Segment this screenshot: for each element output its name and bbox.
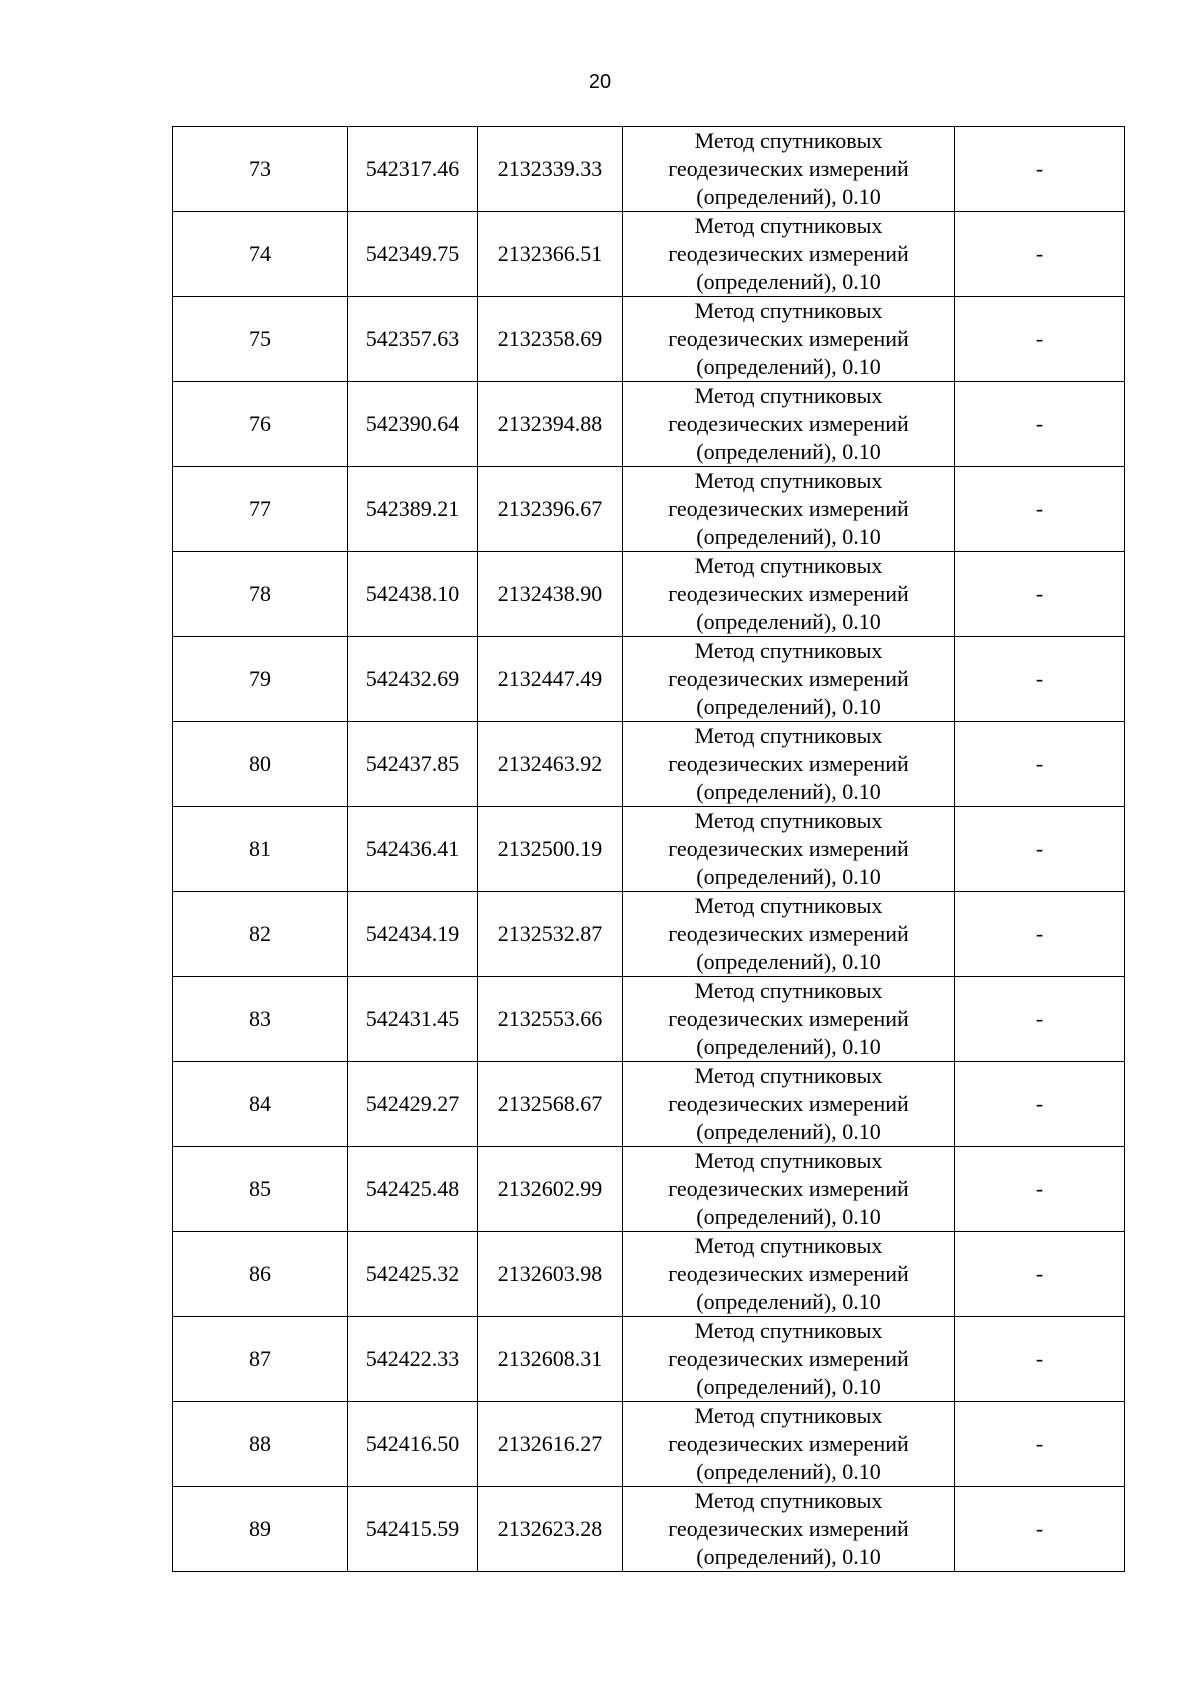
note-cell: - bbox=[955, 382, 1125, 467]
x-coordinate-cell: 542357.63 bbox=[348, 297, 478, 382]
table-row bbox=[173, 1317, 1125, 1402]
x-coordinate-cell: 542415.59 bbox=[348, 1487, 478, 1572]
method-cell: Метод спутниковых геодезических измерений (определений), 0.10 bbox=[623, 1232, 955, 1317]
table-row bbox=[173, 1062, 1125, 1147]
y-coordinate-cell: 2132366.51 bbox=[478, 212, 623, 297]
note-cell: - bbox=[955, 1402, 1125, 1487]
point-number-cell: 81 bbox=[173, 807, 348, 892]
table-row bbox=[173, 977, 1125, 1062]
note-cell: - bbox=[955, 552, 1125, 637]
y-coordinate-cell: 2132358.69 bbox=[478, 297, 623, 382]
x-coordinate-cell: 542431.45 bbox=[348, 977, 478, 1062]
y-coordinate-cell: 2132339.33 bbox=[478, 127, 623, 212]
note-cell: - bbox=[955, 297, 1125, 382]
note-cell: - bbox=[955, 467, 1125, 552]
y-coordinate-cell: 2132447.49 bbox=[478, 637, 623, 722]
method-cell: Метод спутниковых геодезических измерений (определений), 0.10 bbox=[623, 807, 955, 892]
coordinates-table bbox=[172, 126, 1125, 1572]
method-cell: Метод спутниковых геодезических измерений (определений), 0.10 bbox=[623, 382, 955, 467]
x-coordinate-cell: 542389.21 bbox=[348, 467, 478, 552]
x-coordinate-cell: 542422.33 bbox=[348, 1317, 478, 1402]
method-cell: Метод спутниковых геодезических измерений (определений), 0.10 bbox=[623, 722, 955, 807]
point-number-cell: 73 bbox=[173, 127, 348, 212]
x-coordinate-cell: 542436.41 bbox=[348, 807, 478, 892]
point-number-cell: 79 bbox=[173, 637, 348, 722]
point-number-cell: 86 bbox=[173, 1232, 348, 1317]
y-coordinate-cell: 2132532.87 bbox=[478, 892, 623, 977]
point-number-cell: 77 bbox=[173, 467, 348, 552]
y-coordinate-cell: 2132602.99 bbox=[478, 1147, 623, 1232]
table-row bbox=[173, 212, 1125, 297]
x-coordinate-cell: 542349.75 bbox=[348, 212, 478, 297]
table-row bbox=[173, 1487, 1125, 1572]
y-coordinate-cell: 2132568.67 bbox=[478, 1062, 623, 1147]
y-coordinate-cell: 2132396.67 bbox=[478, 467, 623, 552]
point-number-cell: 83 bbox=[173, 977, 348, 1062]
note-cell: - bbox=[955, 1147, 1125, 1232]
point-number-cell: 84 bbox=[173, 1062, 348, 1147]
point-number-cell: 88 bbox=[173, 1402, 348, 1487]
x-coordinate-cell: 542425.32 bbox=[348, 1232, 478, 1317]
x-coordinate-cell: 542434.19 bbox=[348, 892, 478, 977]
x-coordinate-cell: 542438.10 bbox=[348, 552, 478, 637]
note-cell: - bbox=[955, 892, 1125, 977]
point-number-cell: 80 bbox=[173, 722, 348, 807]
note-cell: - bbox=[955, 637, 1125, 722]
note-cell: - bbox=[955, 807, 1125, 892]
y-coordinate-cell: 2132394.88 bbox=[478, 382, 623, 467]
y-coordinate-cell: 2132616.27 bbox=[478, 1402, 623, 1487]
x-coordinate-cell: 542416.50 bbox=[348, 1402, 478, 1487]
table-row bbox=[173, 722, 1125, 807]
point-number-cell: 76 bbox=[173, 382, 348, 467]
note-cell: - bbox=[955, 127, 1125, 212]
method-cell: Метод спутниковых геодезических измерений (определений), 0.10 bbox=[623, 1402, 955, 1487]
note-cell: - bbox=[955, 722, 1125, 807]
y-coordinate-cell: 2132608.31 bbox=[478, 1317, 623, 1402]
method-cell: Метод спутниковых геодезических измерений (определений), 0.10 bbox=[623, 1062, 955, 1147]
method-cell: Метод спутниковых геодезических измерений (определений), 0.10 bbox=[623, 297, 955, 382]
method-cell: Метод спутниковых геодезических измерений (определений), 0.10 bbox=[623, 637, 955, 722]
coordinates-table-body bbox=[173, 127, 1125, 1572]
table-row bbox=[173, 467, 1125, 552]
note-cell: - bbox=[955, 1317, 1125, 1402]
y-coordinate-cell: 2132623.28 bbox=[478, 1487, 623, 1572]
x-coordinate-cell: 542437.85 bbox=[348, 722, 478, 807]
table-row bbox=[173, 807, 1125, 892]
table-row bbox=[173, 1402, 1125, 1487]
x-coordinate-cell: 542317.46 bbox=[348, 127, 478, 212]
table-row bbox=[173, 1232, 1125, 1317]
y-coordinate-cell: 2132553.66 bbox=[478, 977, 623, 1062]
table-row bbox=[173, 637, 1125, 722]
y-coordinate-cell: 2132438.90 bbox=[478, 552, 623, 637]
point-number-cell: 78 bbox=[173, 552, 348, 637]
table-row bbox=[173, 552, 1125, 637]
x-coordinate-cell: 542429.27 bbox=[348, 1062, 478, 1147]
y-coordinate-cell: 2132463.92 bbox=[478, 722, 623, 807]
point-number-cell: 87 bbox=[173, 1317, 348, 1402]
table-row bbox=[173, 382, 1125, 467]
method-cell: Метод спутниковых геодезических измерений (определений), 0.10 bbox=[623, 977, 955, 1062]
method-cell: Метод спутниковых геодезических измерений (определений), 0.10 bbox=[623, 1317, 955, 1402]
point-number-cell: 89 bbox=[173, 1487, 348, 1572]
table-row bbox=[173, 1147, 1125, 1232]
page-number: 20 bbox=[588, 71, 612, 93]
point-number-cell: 75 bbox=[173, 297, 348, 382]
x-coordinate-cell: 542390.64 bbox=[348, 382, 478, 467]
y-coordinate-cell: 2132603.98 bbox=[478, 1232, 623, 1317]
x-coordinate-cell: 542432.69 bbox=[348, 637, 478, 722]
note-cell: - bbox=[955, 212, 1125, 297]
note-cell: - bbox=[955, 1487, 1125, 1572]
x-coordinate-cell: 542425.48 bbox=[348, 1147, 478, 1232]
method-cell: Метод спутниковых геодезических измерений (определений), 0.10 bbox=[623, 467, 955, 552]
table-row bbox=[173, 127, 1125, 212]
method-cell: Метод спутниковых геодезических измерений (определений), 0.10 bbox=[623, 1147, 955, 1232]
point-number-cell: 82 bbox=[173, 892, 348, 977]
point-number-cell: 74 bbox=[173, 212, 348, 297]
note-cell: - bbox=[955, 1062, 1125, 1147]
method-cell: Метод спутниковых геодезических измерений (определений), 0.10 bbox=[623, 127, 955, 212]
note-cell: - bbox=[955, 1232, 1125, 1317]
table-row bbox=[173, 892, 1125, 977]
table-row bbox=[173, 297, 1125, 382]
point-number-cell: 85 bbox=[173, 1147, 348, 1232]
method-cell: Метод спутниковых геодезических измерений (определений), 0.10 bbox=[623, 1487, 955, 1572]
method-cell: Метод спутниковых геодезических измерений (определений), 0.10 bbox=[623, 552, 955, 637]
method-cell: Метод спутниковых геодезических измерений (определений), 0.10 bbox=[623, 892, 955, 977]
y-coordinate-cell: 2132500.19 bbox=[478, 807, 623, 892]
note-cell: - bbox=[955, 977, 1125, 1062]
method-cell: Метод спутниковых геодезических измерений (определений), 0.10 bbox=[623, 212, 955, 297]
